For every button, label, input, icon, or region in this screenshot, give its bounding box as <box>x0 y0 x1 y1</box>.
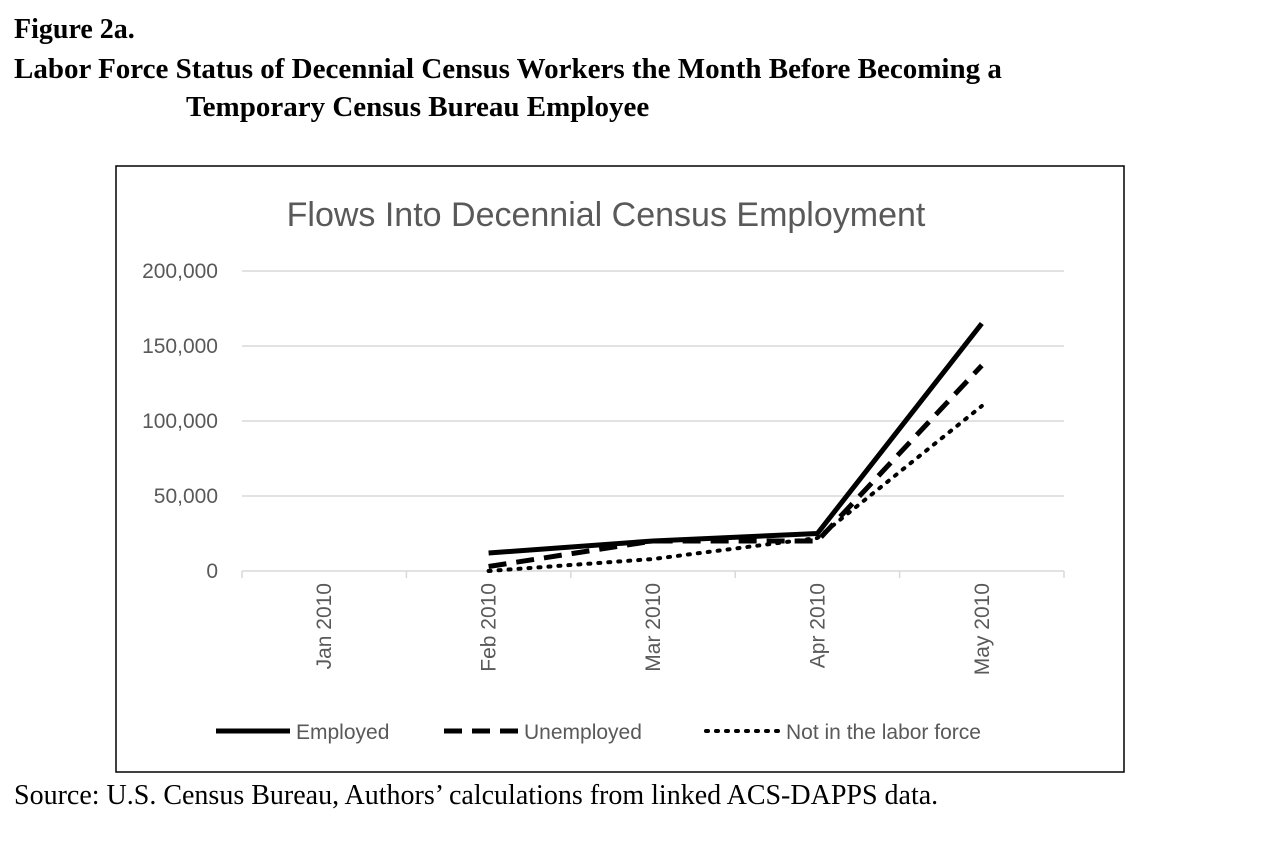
chart-border <box>116 166 1124 772</box>
y-tick-label: 150,000 <box>142 335 218 358</box>
chart-title: Flows Into Decennial Census Employment <box>286 196 926 234</box>
x-tick-label: Jan 2010 <box>313 583 337 670</box>
x-tick-label: Feb 2010 <box>477 583 501 672</box>
figure-title-line1: Labor Force Status of Decennial Census Workers the Month Before Becoming a <box>14 53 1002 85</box>
legend-label-0: Employed <box>296 721 390 744</box>
x-tick-label: Mar 2010 <box>642 583 665 672</box>
y-tick-label: 50,000 <box>153 485 218 508</box>
y-tick-label: 100,000 <box>142 410 218 433</box>
legend-label-1: Unemployed <box>524 721 642 744</box>
figure-label: Figure 2a. <box>14 14 135 45</box>
legend-label-2: Not in the labor force <box>786 721 981 744</box>
figure-source: Source: U.S. Census Bureau, Authors’ calculations from linked ACS-DAPPS data. <box>14 780 939 811</box>
x-tick-label: Apr 2010 <box>806 583 830 669</box>
x-tick-label: May 2010 <box>970 583 994 676</box>
legend <box>216 721 981 744</box>
figure-title-line2: Temporary Census Bureau Employee <box>186 91 650 123</box>
y-tick-label: 0 <box>206 560 218 583</box>
y-tick-label: 200,000 <box>142 260 218 283</box>
